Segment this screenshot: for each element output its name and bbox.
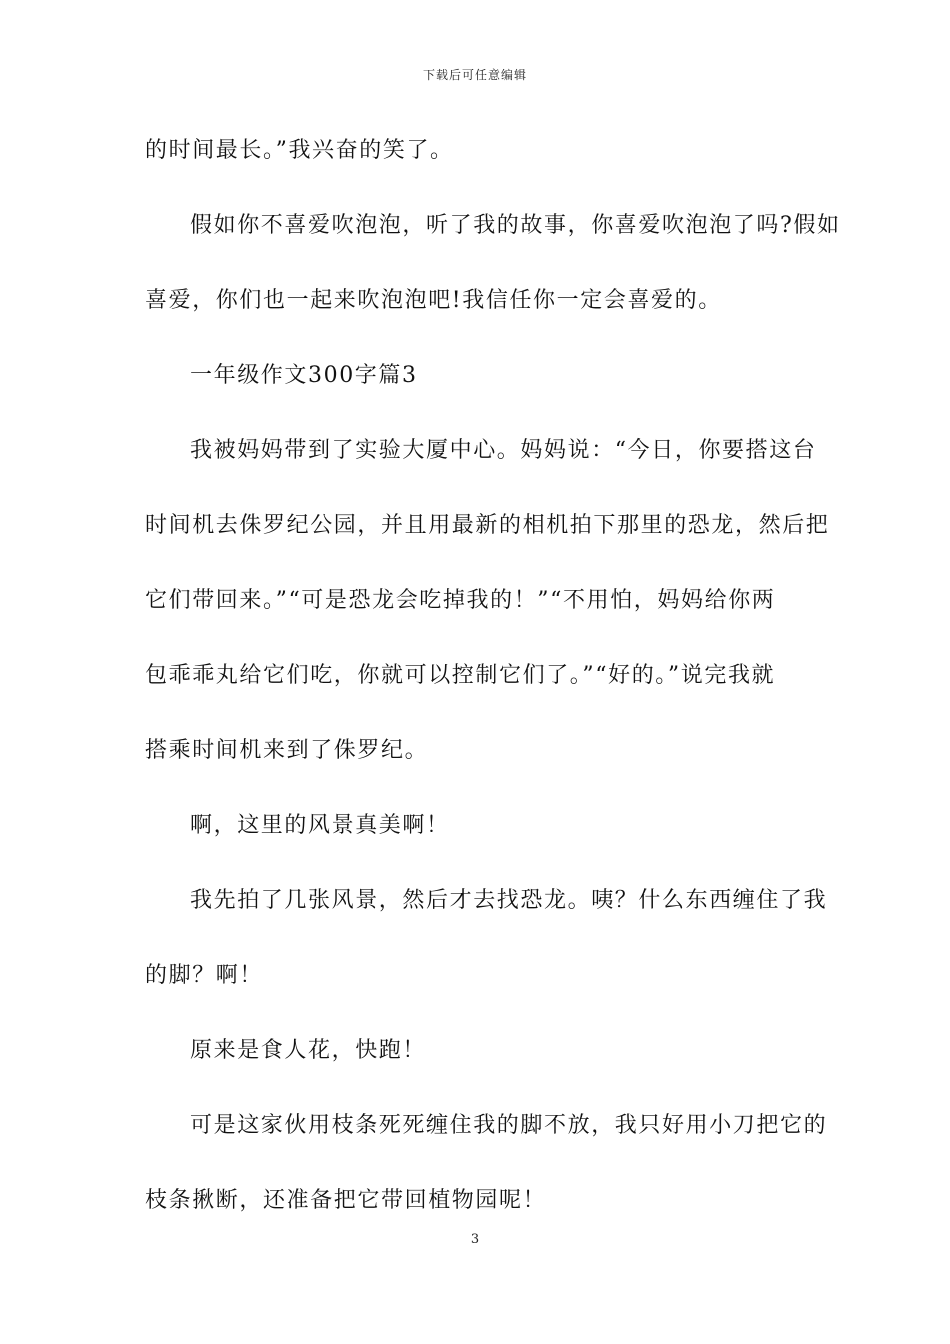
page-header: 下载后可任意编辑: [422, 68, 527, 82]
paragraph-start-line: 啊，这里的风景真美啊！: [190, 813, 450, 838]
text-line: 的时间最长。”我兴奋的笑了。: [145, 138, 454, 163]
page-number: 3: [470, 1232, 480, 1247]
paragraph-start-line: 可是这家伙用枝条死死缠住我的脚不放，我只好用小刀把它的: [190, 1113, 828, 1138]
paragraph-start-line: 我被妈妈带到了实验大厦中心。妈妈说：“今日，你要搭这台: [190, 438, 817, 463]
paragraph-start-line: 我先拍了几张风景，然后才去找恐龙。咦？什么东西缠住了我: [190, 888, 828, 913]
text-line: 时间机去侏罗纪公园，并且用最新的相机拍下那里的恐龙，然后把: [145, 513, 830, 538]
text-line: 枝条揪断，还准备把它带回植物园呢！: [145, 1188, 547, 1213]
text-line: 包乖乖丸给它们吃，你就可以控制它们了。”“好的。”说完我就: [145, 663, 776, 688]
text-line: 它们带回来。”“可是恐龙会吃掉我的！”“不用怕，妈妈给你两: [145, 588, 776, 613]
text-line: 搭乘时间机来到了侏罗纪。: [145, 738, 429, 763]
text-line: 喜爱，你们也一起来吹泡泡吧!我信任你一定会喜爱的。: [145, 288, 722, 313]
section-heading: 一年级作文300字篇3: [190, 363, 418, 388]
paragraph-start-line: 原来是食人花，快跑！: [190, 1038, 427, 1063]
paragraph-start-line: 假如你不喜爱吹泡泡，听了我的故事，你喜爱吹泡泡了吗?假如: [190, 213, 841, 238]
text-line: 的脚？啊！: [145, 963, 264, 988]
